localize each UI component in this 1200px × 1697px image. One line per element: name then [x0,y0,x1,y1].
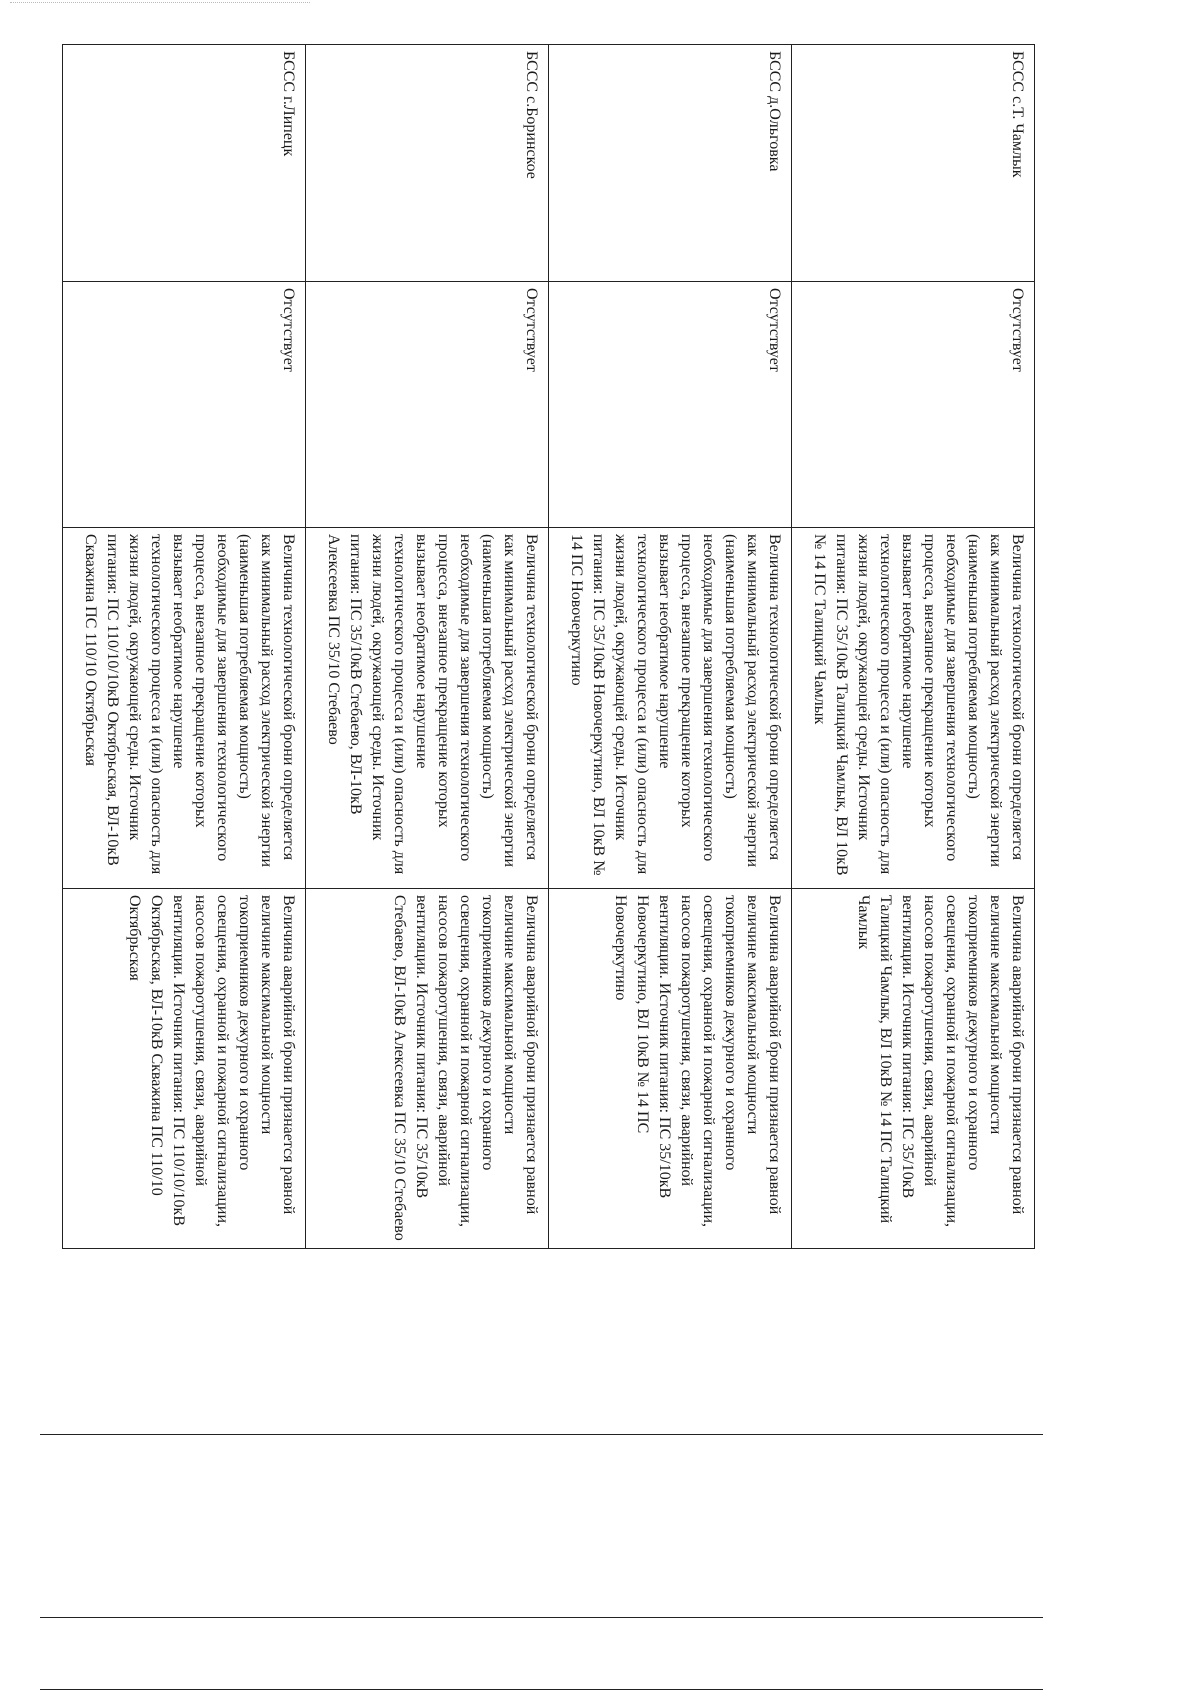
divider-line [40,1434,1043,1435]
cell-reserve: Отсутствует [306,282,549,528]
cell-reserve: Отсутствует [63,282,306,528]
cell-emergency-reserve: Величина аварийной брони признается равной величине максимальной мощности токоприемников дежурного и охранного освещения, охранной и пожарной сигнализации, насосов пожаротушения, связи, аварийной вентиляции. Источник питания: ПС 35/10кВ Новочеркутино, ВЛ 10кВ № 14 ПС Новочеркутино [549,889,792,1249]
table-row [306,45,549,1249]
rotated-table [62,44,1035,1248]
cell-technological-reserve: Величина технологической брони определяется как минимальный расход электрической энергии (наименьшая потребляемая мощность) необходимые для завершения технологического процесса, внезапное прекращение которых вызывает необратимое нарушение технологического процесса и (или) опасность для жизни людей, окружающей среды. Источник питания: ПС 35/10кВ Талицкий Чамлык, ВЛ 10кВ № 14 ПС Талицкий Чамлык [792,528,1035,889]
table-row [63,45,306,1249]
table-row [792,45,1035,1249]
cell-object-name: БССС с.Т. Чамлык [792,45,1035,282]
cell-emergency-reserve: Величина аварийной брони признается равной величине максимальной мощности токоприемников дежурного и охранного освещения, охранной и пожарной сигнализации, насосов пожаротушения, связи, аварийной вентиляции. Источник питания: ПС 35/10кВ Стебаево, ВЛ-10кВ Алексеевка ПС 35/10 Стебаево [306,889,549,1249]
cell-reserve: Отсутствует [549,282,792,528]
cell-object-name: БССС г.Липецк [63,45,306,282]
cell-technological-reserve: Величина технологической брони определяется как минимальный расход электрической энергии (наименьшая потребляемая мощность) необходимые для завершения технологического процесса, внезапное прекращение которых вызывает необратимое нарушение технологического процесса и (или) опасность для жизни людей, окружающей среды. Источник питания: ПС 110/10/10кВ Октябрьская, ВЛ-10кВ Скважина ПС 110/10 Октябрьская [63,528,306,889]
divider-line [40,1617,1043,1618]
cell-object-name: БССС с.Боринское [306,45,549,282]
cell-technological-reserve: Величина технологической брони определяется как минимальный расход электрической энергии (наименьшая потребляемая мощность) необходимые для завершения технологического процесса, внезапное прекращение которых вызывает необратимое нарушение технологического процесса и (или) опасность для жизни людей, окружающей среды. Источник питания: ПС 35/10кВ Стебаево, ВЛ-10кВ Алексеевка ПС 35/10 Стебаево [306,528,549,889]
scan-noise [10,2,310,8]
divider-line [40,1689,1043,1690]
table-row [549,45,792,1249]
reserve-table [62,44,1035,1249]
cell-reserve: Отсутствует [792,282,1035,528]
cell-technological-reserve: Величина технологической брони определяется как минимальный расход электрической энергии (наименьшая потребляемая мощность) необходимые для завершения технологического процесса, внезапное прекращение которых вызывает необратимое нарушение технологического процесса и (или) опасность для жизни людей, окружающей среды. Источник питания: ПС 35/10кВ Новочеркутино, ВЛ 10кВ № 14 ПС Новочеркутино [549,528,792,889]
cell-emergency-reserve: Величина аварийной брони признается равной величине максимальной мощности токоприемников дежурного и охранного освещения, охранной и пожарной сигнализации, насосов пожаротушения, связи, аварийной вентиляции. Источник питания: ПС 110/10/10кВ Октябрьская, ВЛ-10кВ Скважина ПС 110/10 Октябрьская [63,889,306,1249]
cell-emergency-reserve: Величина аварийной брони признается равной величине максимальной мощности токоприемников дежурного и охранного освещения, охранной и пожарной сигнализации, насосов пожаротушения, связи, аварийной вентиляции. Источник питания: ПС 35/10кВ Талицкий Чамлык, ВЛ 10кВ № 14 ПС Талицкий Чамлык [792,889,1035,1249]
cell-object-name: БССС д.Ольговка [549,45,792,282]
